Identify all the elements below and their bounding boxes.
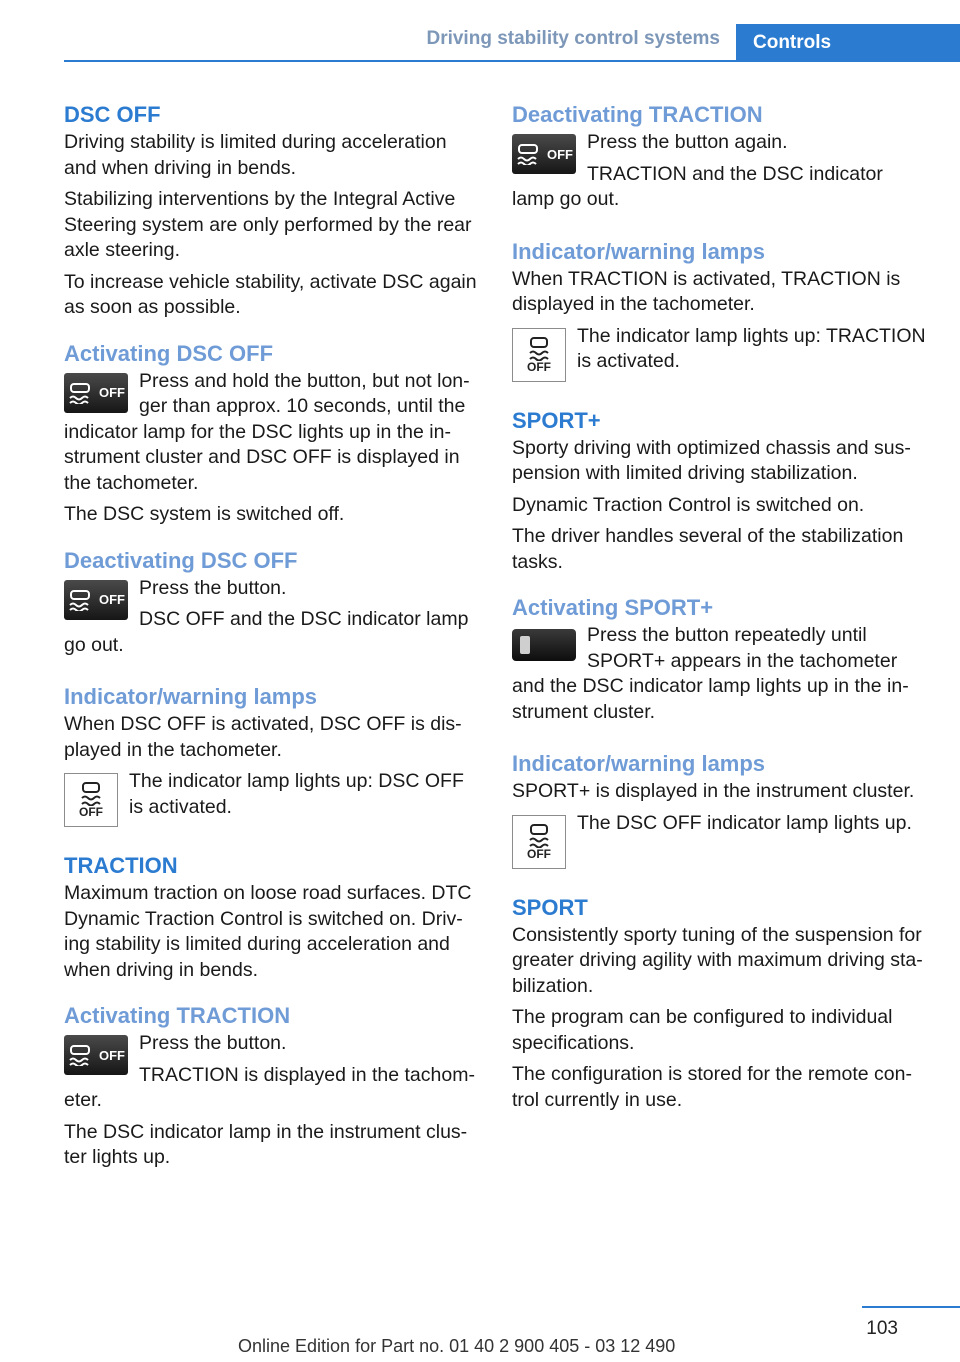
paragraph: The indicator lamp lights up: TRACTION is activated. [577, 324, 926, 372]
paragraph: When TRACTION is activated, TRACTION is displayed in the tachometer. [512, 267, 901, 315]
procedure [64, 369, 482, 503]
paragraph: When DSC OFF is activated, DSC OFF is displayed in the tachometer. [64, 713, 462, 761]
procedure [512, 623, 930, 731]
indicator-row [512, 324, 930, 388]
heading-activating-sport-plus: Activating SPORT+ [512, 595, 714, 620]
chapter-tab: Controls [736, 24, 960, 62]
dsc-off-indicator-icon [512, 815, 566, 869]
paragraph: The driver handles several of the stabilization tasks. [512, 525, 904, 573]
left-column [64, 100, 482, 1177]
heading-traction: TRACTION [64, 853, 178, 878]
paragraph: Press the button. [139, 576, 287, 599]
car-skid-icon [67, 1044, 93, 1066]
dsc-off-indicator-icon [512, 328, 566, 382]
dsc-off-button-icon [64, 580, 128, 620]
heading-activating-dsc-off: Activating DSC OFF [64, 340, 274, 366]
dsc-off-indicator-icon [64, 773, 118, 827]
off-label: OFF [527, 359, 551, 374]
paragraph: The DSC system is switched off. [64, 503, 345, 525]
paragraph: Sporty driving with optimized chassis and suspension with limited driving stabilization. [512, 436, 911, 484]
paragraph: Press and hold the button, but not longer than approx. 10 seconds, until the indicator lamp for the DSC lights up in the instrument cluster and DSC OFF is displayed in the tachometer. [64, 369, 470, 494]
dsc-off-button-icon [64, 1035, 128, 1075]
paragraph: Stabilizing interventions by the Integral Active Steering system are only performed by the rear axle steering. [64, 188, 472, 261]
driving-mode-switch-icon [512, 629, 576, 661]
procedure [64, 1031, 482, 1120]
car-skid-icon [515, 143, 541, 165]
off-label: OFF [99, 592, 125, 607]
section-title: Driving stability control systems [426, 28, 720, 49]
heading-sport-plus: SPORT+ [512, 407, 601, 433]
procedure [64, 576, 482, 665]
indicator-row [512, 811, 930, 875]
paragraph: Dynamic Traction Control is switched on. [512, 493, 865, 516]
indicator-row [64, 769, 482, 833]
paragraph: The DSC OFF indicator lamp lights up. [577, 811, 912, 834]
car-skid-icon [526, 824, 552, 848]
heading-dsc-off: DSC OFF [64, 102, 161, 127]
paragraph: Driving stability is limited during acceleration and when driving in bends. [64, 131, 447, 179]
off-label: OFF [99, 385, 125, 400]
paragraph: The configuration is stored for the remote control currently in use. [512, 1063, 912, 1111]
off-label: OFF [547, 146, 573, 162]
right-column [512, 100, 930, 1119]
car-skid-icon [526, 337, 552, 361]
page-number: 103 [866, 1318, 898, 1339]
edition-footer: Online Edition for Part no. 01 40 2 900 405 - 03 12 490 [238, 1336, 676, 1356]
heading-indicator-lamps: Indicator/warning lamps [512, 238, 766, 264]
paragraph: Press the button again. [587, 131, 788, 153]
heading-activating-traction: Activating TRACTION [64, 1003, 291, 1028]
paragraph: To increase vehicle stability, activate DSC again as soon as possible. [64, 270, 477, 318]
footer-rule [862, 1306, 960, 1308]
off-label: OFF [99, 1047, 125, 1063]
paragraph: Maximum traction on loose road surfaces. DTC Dynamic Traction Control is switched on. Driving stability is limited during acceleration and when driving in bends. [64, 882, 472, 981]
heading-indicator-lamps-sport: Indicator/warning lamps [512, 751, 766, 776]
dsc-off-button-icon [64, 373, 128, 413]
off-label: OFF [527, 846, 551, 861]
paragraph: The DSC indicator lamp in the instrument cluster lights up. [64, 1120, 468, 1168]
header-rule [64, 60, 960, 62]
paragraph: The program can be configured to individual specifications. [512, 1006, 893, 1054]
paragraph: Press the button. [139, 1032, 287, 1054]
car-skid-icon [67, 382, 93, 404]
paragraph: TRACTION is displayed in the tachometer. [64, 1063, 475, 1111]
procedure [512, 130, 930, 219]
off-label: OFF [79, 805, 103, 819]
heading-indicator-lamps: Indicator/warning lamps [64, 684, 318, 709]
heading-sport: SPORT [512, 894, 588, 920]
page-header [0, 0, 960, 62]
paragraph: The indicator lamp lights up: DSC OFF is activated. [129, 770, 464, 818]
switch-mark [520, 636, 530, 654]
paragraph: Press the button repeatedly until SPORT+ appears in the tachometer and the DSC indicator lamp lights up in the instrument cluster. [512, 624, 909, 723]
paragraph: TRACTION and the DSC indicator lamp go out. [512, 162, 883, 210]
heading-deactivating-dsc-off: Deactivating DSC OFF [64, 547, 298, 573]
paragraph: DSC OFF and the DSC indicator lamp go out. [64, 608, 469, 656]
car-skid-icon [67, 589, 93, 611]
paragraph: Consistently sporty tuning of the suspension for greater driving agility with maximum driving stabilization. [512, 923, 923, 997]
car-skid-icon [78, 782, 104, 806]
heading-deactivating-traction: Deactivating TRACTION [512, 102, 763, 127]
paragraph: SPORT+ is displayed in the instrument cluster. [512, 780, 915, 802]
dsc-off-button-icon [512, 134, 576, 174]
